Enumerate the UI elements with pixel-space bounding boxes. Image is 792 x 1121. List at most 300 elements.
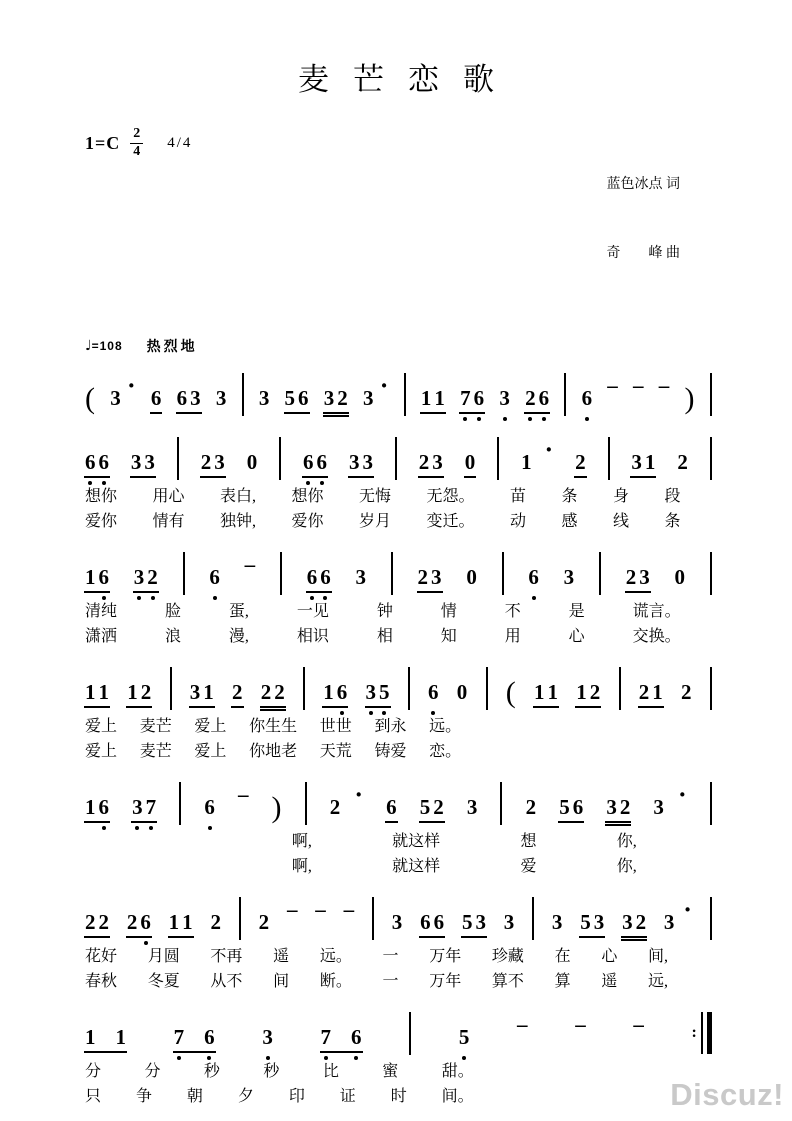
note-token (355, 564, 366, 589)
key-signature: 1=C (85, 132, 121, 153)
note-digit: 2 (681, 679, 692, 704)
note-digit: 3 (323, 385, 335, 410)
note-digit: 1 (85, 1024, 96, 1049)
lyric-word: 在 (554, 947, 571, 965)
lyric-word: 恋。 (429, 742, 462, 760)
lyrics-words (292, 856, 637, 878)
lyric-word: 远。 (429, 717, 462, 735)
note-token (663, 909, 675, 934)
note-token (622, 909, 647, 934)
note-digit: 0 (246, 449, 258, 474)
lyrics-row (85, 971, 712, 993)
dash-continuation: – (633, 372, 644, 397)
time-signature (130, 127, 143, 159)
note-digit: 3 (348, 449, 360, 474)
note-digit: 3 (466, 794, 478, 819)
note-token (499, 385, 510, 410)
note-token (323, 385, 348, 410)
score (85, 366, 712, 1108)
lyric-word: 花好 (85, 947, 118, 965)
note-digit: 6 (150, 385, 162, 410)
note-digit: 6 (538, 385, 550, 410)
barline (280, 552, 282, 595)
note-token (173, 1024, 215, 1049)
lyrics-words (85, 971, 668, 993)
note-digit: 5 (458, 1024, 470, 1049)
lyric-word: 铸爱 (374, 742, 407, 760)
note-digit: 2 (418, 449, 430, 474)
lyric-word: 啊, (291, 832, 312, 850)
note-digit: 2 (525, 794, 537, 819)
note-token (246, 449, 258, 474)
notes-row (85, 366, 712, 415)
lyric-word: 感 (561, 512, 578, 530)
lyricist-credit: 蓝色冰点 词 (606, 177, 680, 193)
lyric-word: 间, (648, 947, 669, 965)
lyric-word: 麦芒 (139, 742, 172, 760)
note-token (391, 909, 403, 934)
lyric-word: 甜。 (441, 1062, 474, 1080)
score-line (85, 545, 712, 648)
lyric-word: 苗 (510, 487, 527, 505)
note-token (215, 385, 227, 410)
lyric-word: 一见 (296, 602, 329, 620)
lyric-word: 夕 (237, 1087, 254, 1105)
note-token (418, 449, 443, 474)
lyrics-row (85, 831, 712, 853)
note-token (329, 794, 341, 819)
note-digit: 1 (521, 449, 532, 474)
note-token (306, 564, 331, 589)
lyrics-indent-spacer (85, 831, 292, 853)
note-token (303, 449, 328, 474)
note-digit: 1 (644, 449, 656, 474)
note-digit: 3 (355, 564, 366, 589)
note-digit: 6 (528, 564, 539, 589)
dash-continuation: – (343, 896, 355, 921)
notes-row (85, 545, 712, 589)
lyric-word: 麦芒 (139, 717, 172, 735)
note-digit: 2 (274, 679, 285, 704)
note-token (525, 385, 550, 410)
note-token (528, 564, 539, 589)
note-token (85, 1024, 126, 1049)
note-digit: 7 (460, 385, 471, 410)
lyrics-row (85, 946, 712, 968)
note-digit: 1 (547, 679, 558, 704)
lyric-word: 无怨。 (426, 487, 475, 505)
note-digit: 3 (144, 449, 155, 474)
lyrics-words (85, 511, 681, 533)
note-digit: 2 (619, 794, 631, 819)
lyric-word: 时 (390, 1087, 407, 1105)
note-token (348, 449, 373, 474)
song-title: 麦芒恋歌 (298, 62, 518, 97)
lyrics-words (85, 741, 461, 763)
lyric-word: 你, (616, 857, 637, 875)
note-digit: 6 (204, 794, 215, 819)
lyric-word: 潇洒 (85, 627, 118, 645)
note-token (674, 564, 686, 589)
note-digit: 0 (456, 679, 468, 704)
lyrics-row (85, 626, 712, 648)
note-digit: 1 (576, 679, 587, 704)
note-digit: 2 (260, 679, 272, 704)
lyric-word: 想你 (85, 487, 118, 505)
lyric-word: 只 (85, 1087, 102, 1105)
barline (532, 897, 534, 940)
lyric-word: 浪 (164, 627, 181, 645)
note-digit: 2 (575, 449, 586, 474)
note-digit: 3 (606, 794, 617, 819)
note-digit: 2 (126, 909, 138, 934)
dash-continuation: – (315, 896, 326, 921)
lyric-word: 秒 (263, 1062, 280, 1080)
augmentation-dot: · (544, 435, 554, 465)
lyric-word: 天荒 (319, 742, 352, 760)
lyrics-words (85, 946, 668, 968)
lyrics-words (85, 601, 681, 623)
note-digit: 3 (363, 385, 374, 410)
note-digit: 2 (232, 679, 243, 704)
quarter-note-icon: ♩ (85, 337, 92, 354)
lyric-word: 你, (616, 832, 637, 850)
lyric-word: 情 (440, 602, 457, 620)
note-token (460, 385, 485, 410)
barline (497, 437, 499, 480)
lyric-word: 爱上 (194, 717, 227, 735)
discuz-watermark: Discuz! (670, 1077, 784, 1112)
barline (170, 667, 172, 710)
lyric-word: 间。 (441, 1087, 474, 1105)
barline (391, 552, 393, 595)
score-line (85, 660, 712, 763)
note-token (419, 794, 444, 819)
lyrics-words (85, 1086, 474, 1108)
note-token (110, 385, 121, 410)
score-line (85, 890, 712, 993)
note-digit: 3 (362, 449, 373, 474)
note-token (386, 794, 397, 819)
augmentation-dot: · (126, 371, 136, 401)
lyric-word: 月圆 (147, 947, 180, 965)
note-digit: 2 (258, 909, 270, 934)
tempo-expression: 热烈地 (146, 339, 198, 355)
note-digit: 2 (200, 449, 212, 474)
lyric-word: 珍藏 (491, 947, 524, 965)
note-digit: 5 (419, 794, 431, 819)
barline (303, 667, 305, 710)
lyric-word: 远。 (319, 947, 352, 965)
phrase-parenthesis: ) (684, 381, 695, 415)
lyric-word: 独钟, (220, 512, 257, 530)
note-token (232, 679, 243, 704)
barline (409, 1012, 411, 1055)
tempo-row (85, 336, 792, 356)
note-digit: 6 (98, 449, 109, 474)
note-digit: 6 (209, 564, 220, 589)
note-digit: 3 (631, 449, 642, 474)
lyrics-words (292, 831, 637, 853)
note-digit: 2 (210, 909, 221, 934)
notes-row (85, 1005, 712, 1049)
note-token (677, 449, 688, 474)
note-digit: 3 (214, 449, 225, 474)
note-token (580, 909, 605, 934)
note-token (466, 564, 477, 589)
note-digit: 3 (215, 385, 227, 410)
note-token (258, 385, 270, 410)
note-token (323, 679, 348, 704)
lyric-word: 就这样 (392, 832, 441, 850)
note-digit: 3 (503, 909, 515, 934)
dash-continuation: – (607, 372, 618, 397)
lyric-word: 不再 (210, 947, 243, 965)
lyric-word: 蛋, (228, 602, 249, 620)
final-repeat-part (707, 1012, 712, 1054)
note-digit: 2 (98, 909, 109, 934)
score-line (85, 1005, 712, 1108)
note-token (417, 564, 442, 589)
note-token (85, 564, 109, 589)
barline (619, 667, 621, 710)
barline (404, 373, 406, 416)
note-digit: 1 (115, 1024, 126, 1049)
note-digit: 5 (379, 679, 390, 704)
note-digit: 2 (337, 385, 348, 410)
note-digit: 6 (298, 385, 309, 410)
note-token (150, 385, 162, 410)
note-token (210, 909, 221, 934)
lyrics-row (85, 486, 712, 508)
note-token (85, 909, 109, 934)
barline (279, 437, 281, 480)
lyric-word: 动 (510, 512, 527, 530)
note-token (525, 794, 537, 819)
note-digit: 7 (173, 1024, 185, 1049)
note-token (168, 909, 193, 934)
note-token (130, 449, 155, 474)
lyric-word: 爱 (520, 857, 537, 875)
dash-continuation: – (244, 551, 256, 576)
score-line (85, 366, 712, 415)
barline (502, 552, 504, 595)
note-digit: 2 (525, 385, 536, 410)
note-token (534, 679, 558, 704)
note-digit: 6 (176, 385, 188, 410)
note-token (458, 1024, 470, 1049)
lyric-word: 心 (568, 627, 585, 645)
note-token (559, 794, 584, 819)
note-digit: 6 (140, 909, 151, 934)
note-token (85, 679, 109, 704)
augmentation-dot: · (678, 780, 687, 810)
lyrics-words (85, 626, 681, 648)
note-token (681, 679, 692, 704)
lyric-word: 无悔 (359, 487, 392, 505)
note-digit: 6 (316, 449, 328, 474)
phrase-parenthesis: ( (85, 381, 95, 415)
note-digit: 7 (320, 1024, 332, 1049)
lyric-word: 段 (664, 487, 681, 505)
barline (710, 437, 712, 480)
note-digit: 3 (475, 909, 486, 934)
lyric-word: 清纯 (85, 602, 118, 620)
lyric-word: 岁月 (359, 512, 392, 530)
key-and-meter (85, 127, 192, 159)
note-digit: 2 (635, 909, 647, 934)
note-digit: 6 (306, 564, 318, 589)
note-token (563, 564, 575, 589)
note-token (466, 794, 478, 819)
note-digit: 1 (420, 385, 432, 410)
lyrics-row (85, 716, 712, 738)
lyrics-words (85, 1061, 474, 1083)
lyric-word: 变迁。 (426, 512, 475, 530)
note-digit: 1 (85, 679, 96, 704)
note-digit: 0 (674, 564, 685, 589)
note-digit: 2 (589, 679, 601, 704)
note-token (575, 449, 586, 474)
note-digit: 6 (98, 564, 109, 589)
note-token (262, 1024, 273, 1049)
lyric-word: 蜜 (382, 1062, 399, 1080)
barline (177, 437, 179, 480)
note-digit: 1 (182, 909, 193, 934)
lyric-word: 到永 (374, 717, 407, 735)
note-token (653, 794, 664, 819)
note-digit: 1 (652, 679, 663, 704)
note-digit: 3 (639, 564, 650, 589)
lyric-word: 用 (504, 627, 521, 645)
secondary-time-signature: 4/4 (167, 134, 193, 151)
credits (607, 127, 681, 312)
note-digit: 2 (677, 449, 688, 474)
lyrics-row (85, 1086, 712, 1108)
note-token (461, 909, 486, 934)
lyrics-row (85, 601, 712, 623)
note-token (260, 679, 285, 704)
note-digit: 3 (391, 909, 403, 934)
lyric-word: 爱上 (85, 742, 118, 760)
note-token (420, 909, 445, 934)
barline (710, 667, 712, 710)
note-digit: 1 (168, 909, 180, 934)
lyric-word: 分 (144, 1062, 161, 1080)
note-digit: 6 (433, 909, 445, 934)
note-digit: 5 (580, 909, 591, 934)
note-token (625, 564, 650, 589)
note-digit: 3 (432, 449, 443, 474)
note-digit: 2 (638, 679, 650, 704)
note-token (209, 564, 220, 589)
note-digit: 3 (130, 449, 142, 474)
barline (179, 782, 181, 825)
note-digit: 1 (203, 679, 214, 704)
lyric-word: 相 (376, 627, 393, 645)
lyric-word: 谎言。 (632, 602, 681, 620)
note-digit: 6 (303, 449, 314, 474)
note-token (428, 679, 439, 704)
note-digit: 2 (85, 909, 96, 934)
barline (408, 667, 410, 710)
note-token (503, 909, 515, 934)
lyric-word: 遥 (601, 972, 618, 990)
note-token (420, 385, 445, 410)
note-digit: 3 (132, 794, 143, 819)
note-digit: 2 (433, 794, 444, 819)
note-digit: 2 (417, 564, 429, 589)
lyric-word: 争 (135, 1087, 152, 1105)
lyric-word: 万年 (429, 972, 462, 990)
note-token (631, 449, 656, 474)
dash-continuation: – (286, 896, 298, 921)
key-signature-row (85, 127, 680, 312)
augmentation-dot: · (379, 371, 389, 401)
note-token (320, 1024, 362, 1049)
note-digit: 0 (466, 564, 477, 589)
note-digit: 3 (563, 564, 575, 589)
note-digit: 6 (336, 679, 348, 704)
lyrics-row (85, 511, 712, 533)
barline (564, 373, 566, 416)
barline (599, 552, 601, 595)
dash-continuation: – (237, 781, 249, 806)
note-token (200, 449, 225, 474)
lyric-word: 爱上 (194, 742, 227, 760)
lyric-word: 爱你 (291, 512, 324, 530)
note-digit: 1 (85, 564, 96, 589)
note-digit: 3 (663, 909, 675, 934)
lyric-word: 心 (601, 947, 618, 965)
note-digit: 3 (653, 794, 664, 819)
note-digit: 1 (127, 679, 138, 704)
note-digit: 6 (351, 1024, 362, 1049)
lyric-word: 世世 (319, 717, 352, 735)
note-digit: 3 (190, 385, 201, 410)
lyric-word: 身 (613, 487, 630, 505)
lyric-word: 相识 (296, 627, 329, 645)
note-digit: 6 (386, 794, 397, 819)
barline (608, 437, 610, 480)
note-digit: 6 (581, 385, 593, 410)
lyric-word: 冬夏 (147, 972, 180, 990)
score-line (85, 430, 712, 533)
note-digit: 7 (145, 794, 157, 819)
barline (710, 897, 712, 940)
note-digit: 0 (464, 449, 476, 474)
note-token (133, 564, 158, 589)
lyric-word: 情有 (152, 512, 185, 530)
note-digit: 5 (461, 909, 473, 934)
lyric-word: 知 (440, 627, 457, 645)
lyrics-row (85, 856, 712, 878)
lyric-word: 爱你 (85, 512, 118, 530)
barline (372, 897, 374, 940)
note-digit: 3 (189, 679, 201, 704)
note-token (127, 679, 152, 704)
notes-row (85, 775, 712, 824)
lyric-word: 远, (648, 972, 669, 990)
lyric-word: 一 (382, 972, 399, 990)
note-token (284, 385, 309, 410)
final-repeat-barline (692, 1012, 712, 1055)
lyric-word: 秒 (203, 1062, 220, 1080)
note-digit: 2 (625, 564, 637, 589)
note-digit: 6 (420, 909, 431, 934)
lyric-word: 算不 (491, 972, 524, 990)
lyric-word: 分 (85, 1062, 102, 1080)
